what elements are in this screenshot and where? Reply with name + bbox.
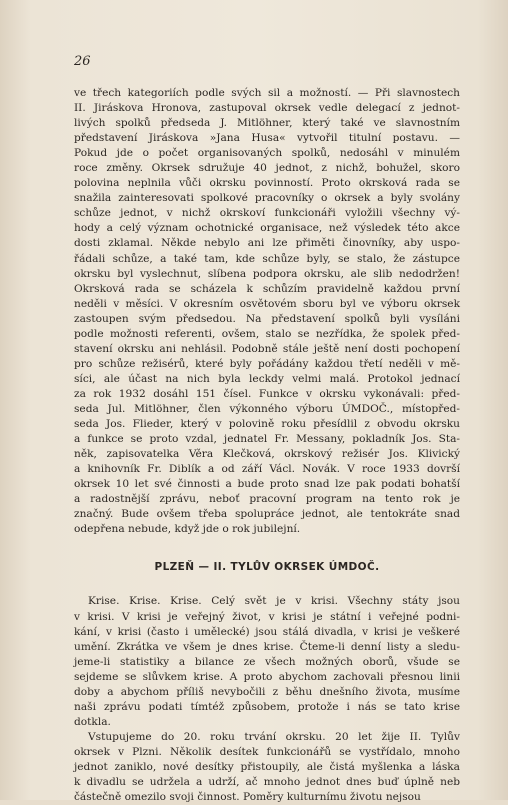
text-line: doby a abychom příliš nevybočili z běhu dnešního života, musíme xyxy=(74,685,460,698)
text-line: sejdeme se slůvkem krise. A proto abychom zachovali přesnou linii xyxy=(74,670,460,683)
text-line: umění. Zkrátka ve všem je dnes krise. Čteme-li denní listy a sledu- xyxy=(74,640,460,653)
text-line: seda Jul. Mitlöhner, člen výkonného výboru ÚMDOČ., místopřed- xyxy=(74,402,460,415)
text-line: ve třech kategoriích podle svých sil a možností. — Při slavnostech xyxy=(74,87,460,99)
text-line: jeme-li statistiky a bilance ze všech možných oborů, všude se xyxy=(74,655,460,668)
text-line: Krise. Krise. Krise. Celý svět je v krisi. Všechny státy jsou xyxy=(88,595,460,608)
text-line: něk, zapisovatelka Věra Klečková, okrskový režisér Jos. Klivický xyxy=(74,448,460,461)
text-line: značný. Bude ovšem třeba spolupráce jednot, ale tentokráte snad xyxy=(74,508,460,521)
text-line: Okrsková rada se scházela k schůzím pravidelně každou první xyxy=(74,282,460,295)
text-line: Pokud jde o počet organisovaných spolků, nedosáhl v minulém xyxy=(74,147,460,160)
section-okrsek-report xyxy=(74,86,460,537)
text-line: řádali schůze, a také tam, kde schůze byly, se stalo, že zástupce xyxy=(74,252,460,265)
text-line: snažila zainteresovati spolkové pracovníky o okrsek a byly svolány xyxy=(74,192,460,205)
text-line: II. Jiráskova Hronova, zastupoval okrsek vedle delegací z jednot- xyxy=(74,102,460,115)
text-line: okrsek v Plzni. Několik desítek funkcionářů se vystřídalo, mnoho xyxy=(74,745,460,758)
text-line: livých spolků předseda J. Mitlöhner, který také ve slavnostním xyxy=(74,117,460,130)
text-line: a radostnější zprávu, neboť pracovní program na tento rok je xyxy=(74,493,460,506)
text-line: částečně omezilo svoji činnost. Poměry kulturnímu životu nejsou xyxy=(74,791,421,804)
text-line: hody a celý význam ochotnické organisace, než výsledek této akce xyxy=(74,222,460,235)
text-line: dosti zklamal. Někde nebylo ani lze přiměti činovníky, aby uspo- xyxy=(74,237,460,250)
text-line: okrsku byl vyslechnut, slíbena podpora okrsku, ale slib nedodržen! xyxy=(74,267,460,280)
text-line: naši zprávu podati tímtéž způsobem, protože i nás se tato krise xyxy=(74,700,460,713)
page-number: 26 xyxy=(74,54,91,69)
text-line: roce změny. Okrsek sdružuje 40 jednot, z nichž, bohužel, skoro xyxy=(74,162,460,175)
text-line: jednot zaniklo, nové desítky přistoupily, ale čistá myšlenka a láska xyxy=(74,760,460,773)
text-line: stavení okrsku ani nehlásil. Podobně stále ještě není dosti pochopení xyxy=(74,342,460,355)
text-line: polovina neplnila vůči okrsku povinností. Proto okrsková rada se xyxy=(74,177,460,190)
text-line: představení Jiráskova »Jana Husa« vytvořil titulní postavu. — xyxy=(74,132,460,145)
text-line: zastoupen svým předsedou. Na představení spolků byli vysíláni xyxy=(74,312,460,325)
text-line: neděli v měsíci. V okresním osvětovém sboru byl ve výboru okrsek xyxy=(74,297,460,310)
text-line: podle možnosti referenti, ovšem, stalo se nezřídka, že spolek před- xyxy=(74,327,460,340)
text-line: k divadlu se udržela a udrží, ač mnoho jednot dnes buď úplně neb xyxy=(74,776,460,789)
section-heading: PLZEŇ — II. TYLŮV OKRSEK ÚMDOČ. xyxy=(154,561,380,574)
text-line: pro schůze režisérů, které byly pořádány každou třetí neděli v mě- xyxy=(74,357,460,370)
text-line: schůze jednot, v nichž okrskoví funkcionáři vyložili všechny vý- xyxy=(74,207,460,220)
text-line: odepřena nebude, když jde o rok jubilejní. xyxy=(74,523,301,536)
text-line: okrsek 10 let své činnosti a bude proto snad lze pak podati bohatší xyxy=(74,478,460,491)
document-body xyxy=(74,86,460,805)
text-line: za rok 1932 dosáhl 151 čísel. Funkce v okrsku vykonávali: před- xyxy=(74,387,460,400)
text-line: síci, ale účast na nich byla leckdy velmi malá. Protokol jednací xyxy=(74,372,460,385)
text-line: seda Jos. Flieder, který v polovině roku přesídlil z obvodu okrsku xyxy=(74,418,460,431)
text-line: Vstupujeme do 20. roku trvání okrsku. 20 let žije II. Tylův xyxy=(88,730,460,743)
text-line: dotkla. xyxy=(74,715,111,728)
text-line: v krisi. V krisi je veřejný život, v krisi je státní i veřejné podni- xyxy=(74,610,460,623)
text-line: a funkce se proto vzdal, jednatel Fr. Messany, pokladník Jos. Sta- xyxy=(74,433,460,446)
section-plzen-report xyxy=(74,594,460,805)
text-line: a knihovník Fr. Diblík a od září Václ. Novák. V roce 1933 dovrší xyxy=(74,463,460,476)
text-line: kání, v krisi (často i umělecké) jsou stálá divadla, v krisi je veškeré xyxy=(74,625,460,638)
